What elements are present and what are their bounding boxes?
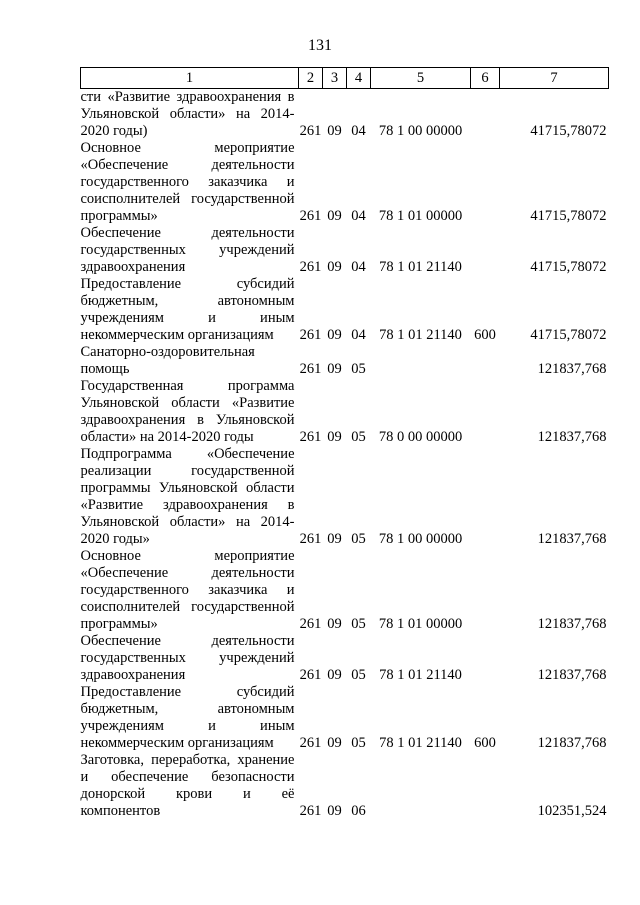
row-amount: 121837,768 (537, 429, 607, 445)
row-subsection-code: 04 (351, 123, 366, 139)
row-target-article (371, 344, 471, 378)
table-row (81, 752, 609, 820)
row-ministry-code: 261 (299, 735, 322, 751)
row-expense-type (471, 378, 500, 446)
row-section-code: 09 (327, 327, 342, 343)
row-section-code: 09 (327, 259, 342, 275)
table-row (81, 276, 609, 344)
row-amount: 121837,768 (537, 616, 607, 632)
row-expense-type (471, 344, 500, 378)
row-section-code: 09 (327, 667, 342, 683)
header-col-5: 5 (371, 68, 471, 89)
row-subsection-code: 06 (351, 803, 366, 819)
header-col-7: 7 (500, 68, 609, 89)
row-section-code: 09 (327, 429, 342, 445)
header-col-4: 4 (347, 68, 371, 89)
row-subsection-code: 04 (351, 259, 366, 275)
row-expense-type (471, 89, 500, 141)
header-row (81, 68, 609, 89)
row-ministry-code: 261 (299, 803, 322, 819)
row-expense-type (471, 548, 500, 633)
row-amount: 41715,78072 (530, 259, 607, 275)
row-subsection-code: 04 (351, 208, 366, 224)
budget-table (80, 67, 609, 820)
row-section-code: 09 (327, 361, 342, 377)
row-description: Основное мероприятие «Обеспечение деятельности государственного заказчика и соисполнителей государственной программы» (80, 140, 295, 224)
row-target-article: 78 1 00 00000 (378, 531, 463, 547)
row-ministry-code: 261 (299, 616, 322, 632)
row-target-article: 78 1 01 21140 (379, 327, 462, 343)
table-row (81, 684, 609, 752)
row-target-article: 78 1 01 21140 (379, 259, 462, 275)
row-description: Предоставление субсидий бюджетным, автономным учреждениям и иным некоммерческим организациям (80, 276, 295, 343)
row-subsection-code: 04 (351, 327, 366, 343)
table-row (81, 548, 609, 633)
row-target-article: 78 1 01 21140 (379, 667, 462, 683)
row-description: Обеспечение деятельности государственных учреждений здравоохранения (80, 225, 295, 275)
row-target-article (371, 752, 471, 820)
row-subsection-code: 05 (351, 667, 366, 683)
header-col-6: 6 (471, 68, 500, 89)
table-row (81, 446, 609, 548)
header-col-1: 1 (81, 68, 299, 89)
row-subsection-code: 05 (351, 616, 366, 632)
row-subsection-code: 05 (351, 361, 366, 377)
row-ministry-code: 261 (299, 327, 322, 343)
header-col-2: 2 (299, 68, 323, 89)
row-expense-type (471, 446, 500, 548)
row-subsection-code: 05 (351, 531, 366, 547)
row-ministry-code: 261 (299, 259, 322, 275)
table-row (81, 140, 609, 225)
table-row (81, 225, 609, 276)
row-expense-type (471, 633, 500, 684)
row-description: сти «Развитие здравоохранения в Ульяновской области» на 2014-2020 годы) (80, 89, 295, 139)
row-target-article: 78 1 01 00000 (378, 208, 463, 224)
row-target-article: 78 1 01 21140 (379, 735, 462, 751)
table-row (81, 378, 609, 446)
row-ministry-code: 261 (299, 361, 322, 377)
row-ministry-code: 261 (299, 208, 322, 224)
row-section-code: 09 (327, 616, 342, 632)
row-description: Предоставление субсидий бюджетным, автономным учреждениям и иным некоммерческим организациям (80, 684, 295, 751)
row-amount: 121837,768 (537, 735, 607, 751)
row-description: Государственная программа Ульяновской области «Развитие здравоохранения в Ульяновской области» на 2014-2020 годы (80, 378, 295, 445)
row-amount: 121837,768 (537, 667, 607, 683)
row-expense-type: 600 (474, 735, 496, 751)
table-header (81, 68, 609, 89)
row-amount: 41715,78072 (530, 123, 607, 139)
row-amount: 41715,78072 (530, 208, 607, 224)
row-amount: 121837,768 (537, 361, 607, 377)
row-ministry-code: 261 (299, 667, 322, 683)
row-amount: 121837,768 (537, 531, 607, 547)
row-target-article: 78 1 00 00000 (378, 123, 463, 139)
table-body (81, 89, 609, 821)
row-subsection-code: 05 (351, 429, 366, 445)
row-amount: 41715,78072 (530, 327, 607, 343)
row-ministry-code: 261 (299, 123, 322, 139)
table-row (81, 633, 609, 684)
row-description: Подпрограмма «Обеспечение реализации государственной программы Ульяновской области «Развитие здравоохранения в Ульяновской области» на 2014-2020 годы» (80, 446, 295, 547)
row-description: Санаторно-оздоровительная помощь (80, 344, 255, 377)
row-section-code: 09 (327, 123, 342, 139)
row-amount: 102351,524 (537, 803, 607, 819)
row-expense-type (471, 225, 500, 276)
row-target-article: 78 0 00 00000 (378, 429, 463, 445)
row-section-code: 09 (327, 735, 342, 751)
table-row (81, 344, 609, 378)
row-section-code: 09 (327, 803, 342, 819)
row-ministry-code: 261 (299, 429, 322, 445)
row-description: Заготовка, переработка, хранение и обеспечение безопасности донорской крови и её компонентов (80, 752, 295, 819)
row-subsection-code: 05 (351, 735, 366, 751)
header-col-3: 3 (323, 68, 347, 89)
row-description: Обеспечение деятельности государственных учреждений здравоохранения (80, 633, 295, 683)
row-section-code: 09 (327, 208, 342, 224)
row-ministry-code: 261 (299, 531, 322, 547)
row-expense-type (471, 752, 500, 820)
row-section-code: 09 (327, 531, 342, 547)
row-target-article: 78 1 01 00000 (378, 616, 463, 632)
page-number: 131 (308, 37, 332, 54)
table-row (81, 89, 609, 141)
row-expense-type: 600 (474, 327, 496, 343)
row-description: Основное мероприятие «Обеспечение деятельности государственного заказчика и соисполнителей государственной программы» (80, 548, 295, 632)
row-expense-type (471, 140, 500, 225)
